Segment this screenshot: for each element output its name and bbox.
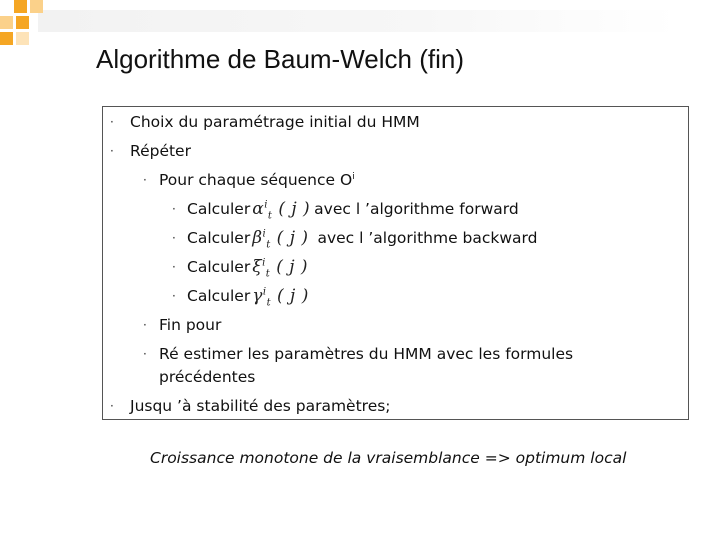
decor-square	[0, 32, 13, 45]
bullet-icon: ·	[172, 289, 176, 303]
step-calc-gamma	[187, 286, 313, 308]
alpha-formula	[252, 199, 311, 222]
math-sup: i	[262, 228, 267, 240]
bullet-icon: ·	[172, 202, 176, 216]
xi-symbol: ξ	[252, 257, 263, 277]
math-arg: ( j )	[276, 228, 309, 248]
math-arg: ( j )	[278, 199, 311, 219]
calc-label: Calculer	[187, 200, 251, 218]
step-until: Jusqu ’à stabilité des paramètres;	[130, 397, 391, 415]
step-init: Choix du paramétrage initial du HMM	[130, 113, 420, 131]
calc-label: Calculer	[187, 287, 251, 305]
beta-symbol: β	[252, 228, 263, 248]
calc-label: Calculer	[187, 229, 251, 247]
slide-title: Algorithme de Baum-Welch (fin)	[96, 44, 464, 74]
step-repeat: Répéter	[130, 142, 191, 160]
decor-square	[30, 0, 43, 13]
alpha-symbol: α	[252, 199, 265, 219]
header-bar	[38, 10, 678, 32]
step-for-each	[159, 171, 355, 189]
step-end-for: Fin pour	[159, 316, 222, 334]
step-reestimate-cont: précédentes	[159, 368, 256, 386]
math-sup: i	[262, 286, 267, 298]
step-calc-beta	[187, 228, 538, 250]
bullet-icon: ·	[110, 115, 114, 129]
beta-formula	[252, 228, 309, 251]
bullet-icon: ·	[172, 231, 176, 245]
math-arg: ( j )	[276, 257, 309, 277]
decor-square	[0, 16, 13, 29]
xi-formula	[252, 257, 309, 280]
calc-suffix: avec l ’algorithme forward	[314, 200, 519, 218]
decor-square	[16, 32, 29, 45]
calc-suffix: avec l ’algorithme backward	[317, 229, 538, 247]
math-sub: t	[267, 210, 273, 222]
footer-note: Croissance monotone de la vraisemblance => optimum local	[150, 449, 627, 467]
math-sub: t	[266, 297, 272, 309]
bullet-icon: ·	[143, 318, 147, 332]
bullet-icon: ·	[143, 347, 147, 361]
bullet-icon: ·	[110, 399, 114, 413]
gamma-symbol: γ	[252, 286, 263, 306]
math-sup: i	[264, 199, 268, 211]
decor-square	[16, 16, 29, 29]
calc-label: Calculer	[187, 258, 251, 276]
math-sup: i	[262, 257, 266, 269]
sequence-index: i	[352, 171, 355, 182]
bullet-icon: ·	[143, 173, 147, 187]
step-reestimate: Ré estimer les paramètres du HMM avec les formules	[159, 345, 574, 363]
bullet-icon: ·	[110, 144, 114, 158]
step-calc-alpha	[187, 199, 519, 221]
math-sub: t	[265, 268, 271, 280]
decor-square	[14, 0, 27, 13]
math-sub: t	[266, 239, 271, 251]
gamma-formula	[252, 286, 309, 309]
step-for-each-text: Pour chaque séquence O	[159, 171, 353, 189]
math-arg: ( j )	[277, 286, 309, 306]
bullet-icon: ·	[172, 260, 176, 274]
step-calc-xi	[187, 257, 312, 279]
